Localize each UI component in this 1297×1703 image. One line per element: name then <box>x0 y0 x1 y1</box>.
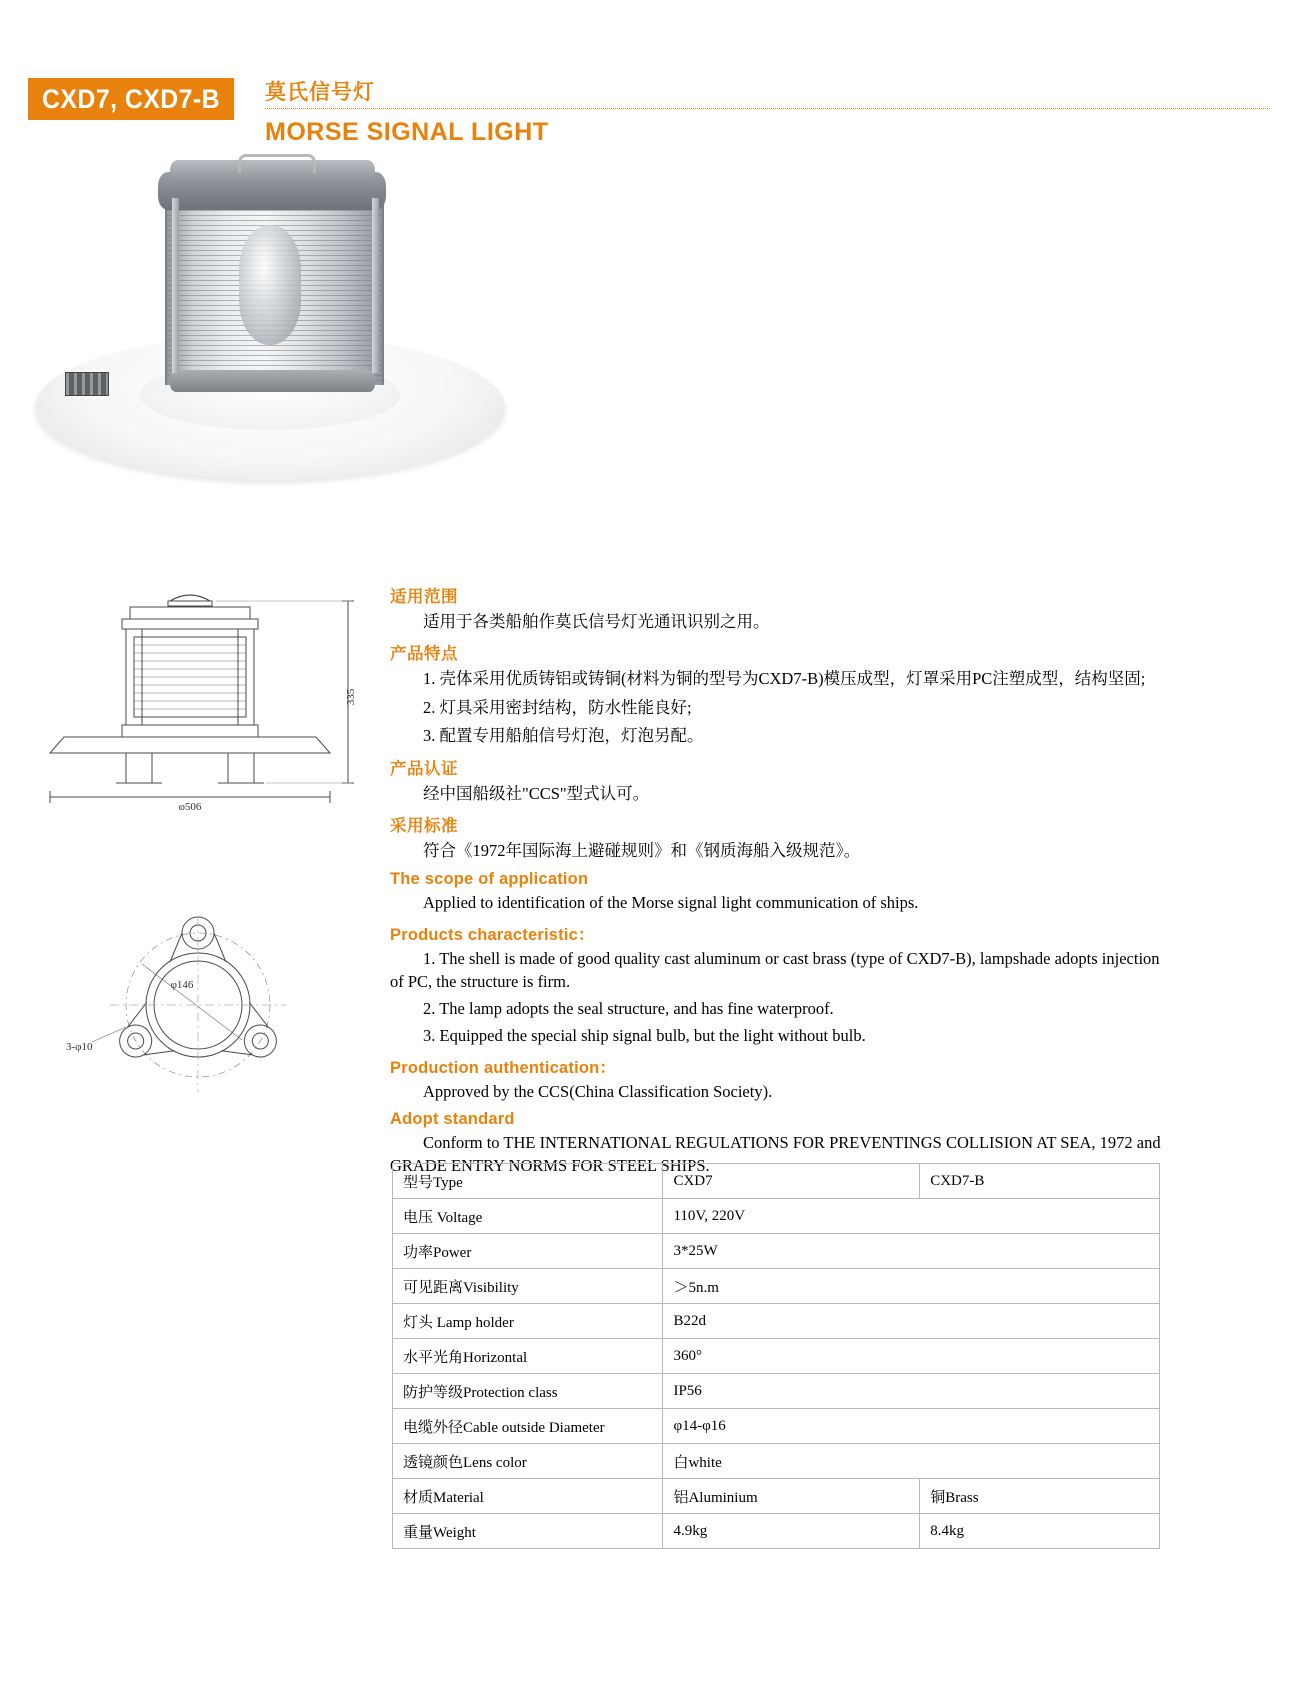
spec-value: 360° <box>663 1339 1160 1374</box>
spec-label: 功率Power <box>393 1234 663 1269</box>
section-features-en <box>390 921 1170 1047</box>
spec-label: 型号Type <box>393 1164 663 1199</box>
section-heading: Products characteristic： <box>390 925 595 944</box>
section-scope-cn <box>390 583 1170 633</box>
spec-value-cxd7: 铝Aluminium <box>663 1479 920 1514</box>
spec-value: B22d <box>663 1304 1160 1339</box>
lamp-post-left <box>172 198 179 373</box>
table-row <box>393 1409 1160 1444</box>
front-view-svg <box>30 585 370 810</box>
top-view-hole-label: 3-φ10 <box>66 1041 93 1053</box>
table-row <box>393 1479 1160 1514</box>
product-title-chinese: 莫氏信号灯 <box>265 81 375 104</box>
table-row <box>393 1444 1160 1479</box>
section-paragraph: 2. 灯具采用密封结构，防水性能良好; <box>423 697 692 717</box>
product-photo <box>20 150 540 510</box>
section-paragraph: Conform to THE INTERNATIONAL REGULATIONS FOR PREVENTINGS COLLISION AT SEA, 1972 and GRADE ENTRY NORMS FOR STEEL SHIPS. <box>390 1133 1161 1176</box>
section-standard-cn <box>390 812 1170 862</box>
spec-label: 防护等级Protection class <box>393 1374 663 1409</box>
section-heading: Production authentication： <box>390 1059 617 1077</box>
spec-value: IP56 <box>663 1374 1160 1409</box>
table-row <box>393 1234 1160 1269</box>
section-heading: 产品认证 <box>390 759 458 778</box>
spec-value: φ14-φ16 <box>663 1409 1160 1444</box>
product-title-english: MORSE SIGNAL LIGHT <box>265 118 549 146</box>
section-paragraph: 3. 配置专用船舶信号灯泡，灯泡另配。 <box>423 726 704 746</box>
specification-table <box>392 1163 1160 1549</box>
front-view-height-label: 335 <box>345 688 357 706</box>
spec-value: 白white <box>663 1444 1160 1479</box>
page-header <box>0 38 1297 146</box>
specification-table-body <box>393 1164 1160 1549</box>
section-certification-cn <box>390 755 1170 805</box>
spec-label: 电缆外径Cable outside Diameter <box>393 1409 663 1444</box>
spec-label: 灯头 Lamp holder <box>393 1304 663 1339</box>
section-heading: Adopt standard <box>390 1110 515 1129</box>
header-divider <box>265 108 1270 109</box>
lamp-lens-body <box>165 195 384 385</box>
table-row <box>393 1339 1160 1374</box>
spec-label: 可见距离Visibility <box>393 1269 663 1304</box>
front-view-diameter-label: φ506 <box>178 801 202 810</box>
section-paragraph: 经中国船级社"CCS"型式认可。 <box>423 783 650 803</box>
section-paragraph: 1. 壳体采用优质铸铝或铸铜(材料为铜的型号为CXD7-B)模压成型，灯罩采用PC注塑成型，结构坚固; <box>423 669 1146 689</box>
top-view-svg <box>30 900 370 1110</box>
spec-value-cxd7: 4.9kg <box>663 1514 920 1549</box>
spec-value: 110V, 220V <box>663 1199 1160 1234</box>
spec-value: ＞5n.m <box>663 1269 1160 1304</box>
spec-label: 透镜颜色Lens color <box>393 1444 663 1479</box>
lamp-bulb-core <box>239 225 301 345</box>
table-row <box>393 1514 1160 1549</box>
table-row <box>393 1374 1160 1409</box>
section-paragraph: 2. The lamp adopts the seal structure, and has fine waterproof. <box>423 998 834 1018</box>
section-heading: 适用范围 <box>390 588 458 606</box>
spec-label: 材质Material <box>393 1479 663 1514</box>
spec-label: 电压 Voltage <box>393 1199 663 1234</box>
description-column <box>390 583 1170 1184</box>
spec-value-cxd7b: CXD7-B <box>920 1164 1160 1199</box>
section-authentication-en <box>390 1054 1170 1103</box>
section-paragraph: Approved by the CCS(China Classification Society). <box>423 1082 773 1101</box>
table-row <box>393 1304 1160 1339</box>
nameplate <box>65 372 109 396</box>
section-scope-en <box>390 870 1170 914</box>
drawing-top-view <box>30 900 370 1110</box>
section-paragraph: Applied to identification of the Morse signal light communication of ships. <box>423 892 919 912</box>
section-heading: 产品特点 <box>390 645 458 664</box>
spec-label: 水平光角Horizontal <box>393 1339 663 1374</box>
section-paragraph: 符合《1972年国际海上避碰规则》和《钢质海船入级规范》。 <box>423 841 861 861</box>
spec-value-cxd7b: 铜Brass <box>920 1479 1160 1514</box>
lamp-handle <box>238 154 316 173</box>
drawing-front-view <box>30 585 370 810</box>
table-row <box>393 1199 1160 1234</box>
section-heading: The scope of application <box>390 869 589 888</box>
spec-value: 3*25W <box>663 1234 1160 1269</box>
table-row <box>393 1164 1160 1199</box>
section-heading: 采用标准 <box>390 817 458 836</box>
spec-label: 重量Weight <box>393 1514 663 1549</box>
section-paragraph: 适用于各类船舶作莫氏信号灯光通讯识别之用。 <box>423 612 770 631</box>
section-paragraph: 3. Equipped the special ship signal bulb, but the light without bulb. <box>423 1025 866 1045</box>
spec-value-cxd7b: 8.4kg <box>920 1514 1160 1549</box>
lamp-post-right <box>372 198 379 373</box>
spec-value-cxd7: CXD7 <box>663 1164 920 1199</box>
table-row <box>393 1269 1160 1304</box>
lamp-base-ring <box>170 370 375 392</box>
top-view-bolt-circle-label: φ146 <box>170 979 194 991</box>
model-number-badge: CXD7, CXD7-B <box>28 78 234 120</box>
section-paragraph: 1. The shell is made of good quality cast aluminum or cast brass (type of CXD7-B), lampshade adopts injection of PC, the structure is firm. <box>390 948 1160 991</box>
section-features-cn <box>390 640 1170 747</box>
